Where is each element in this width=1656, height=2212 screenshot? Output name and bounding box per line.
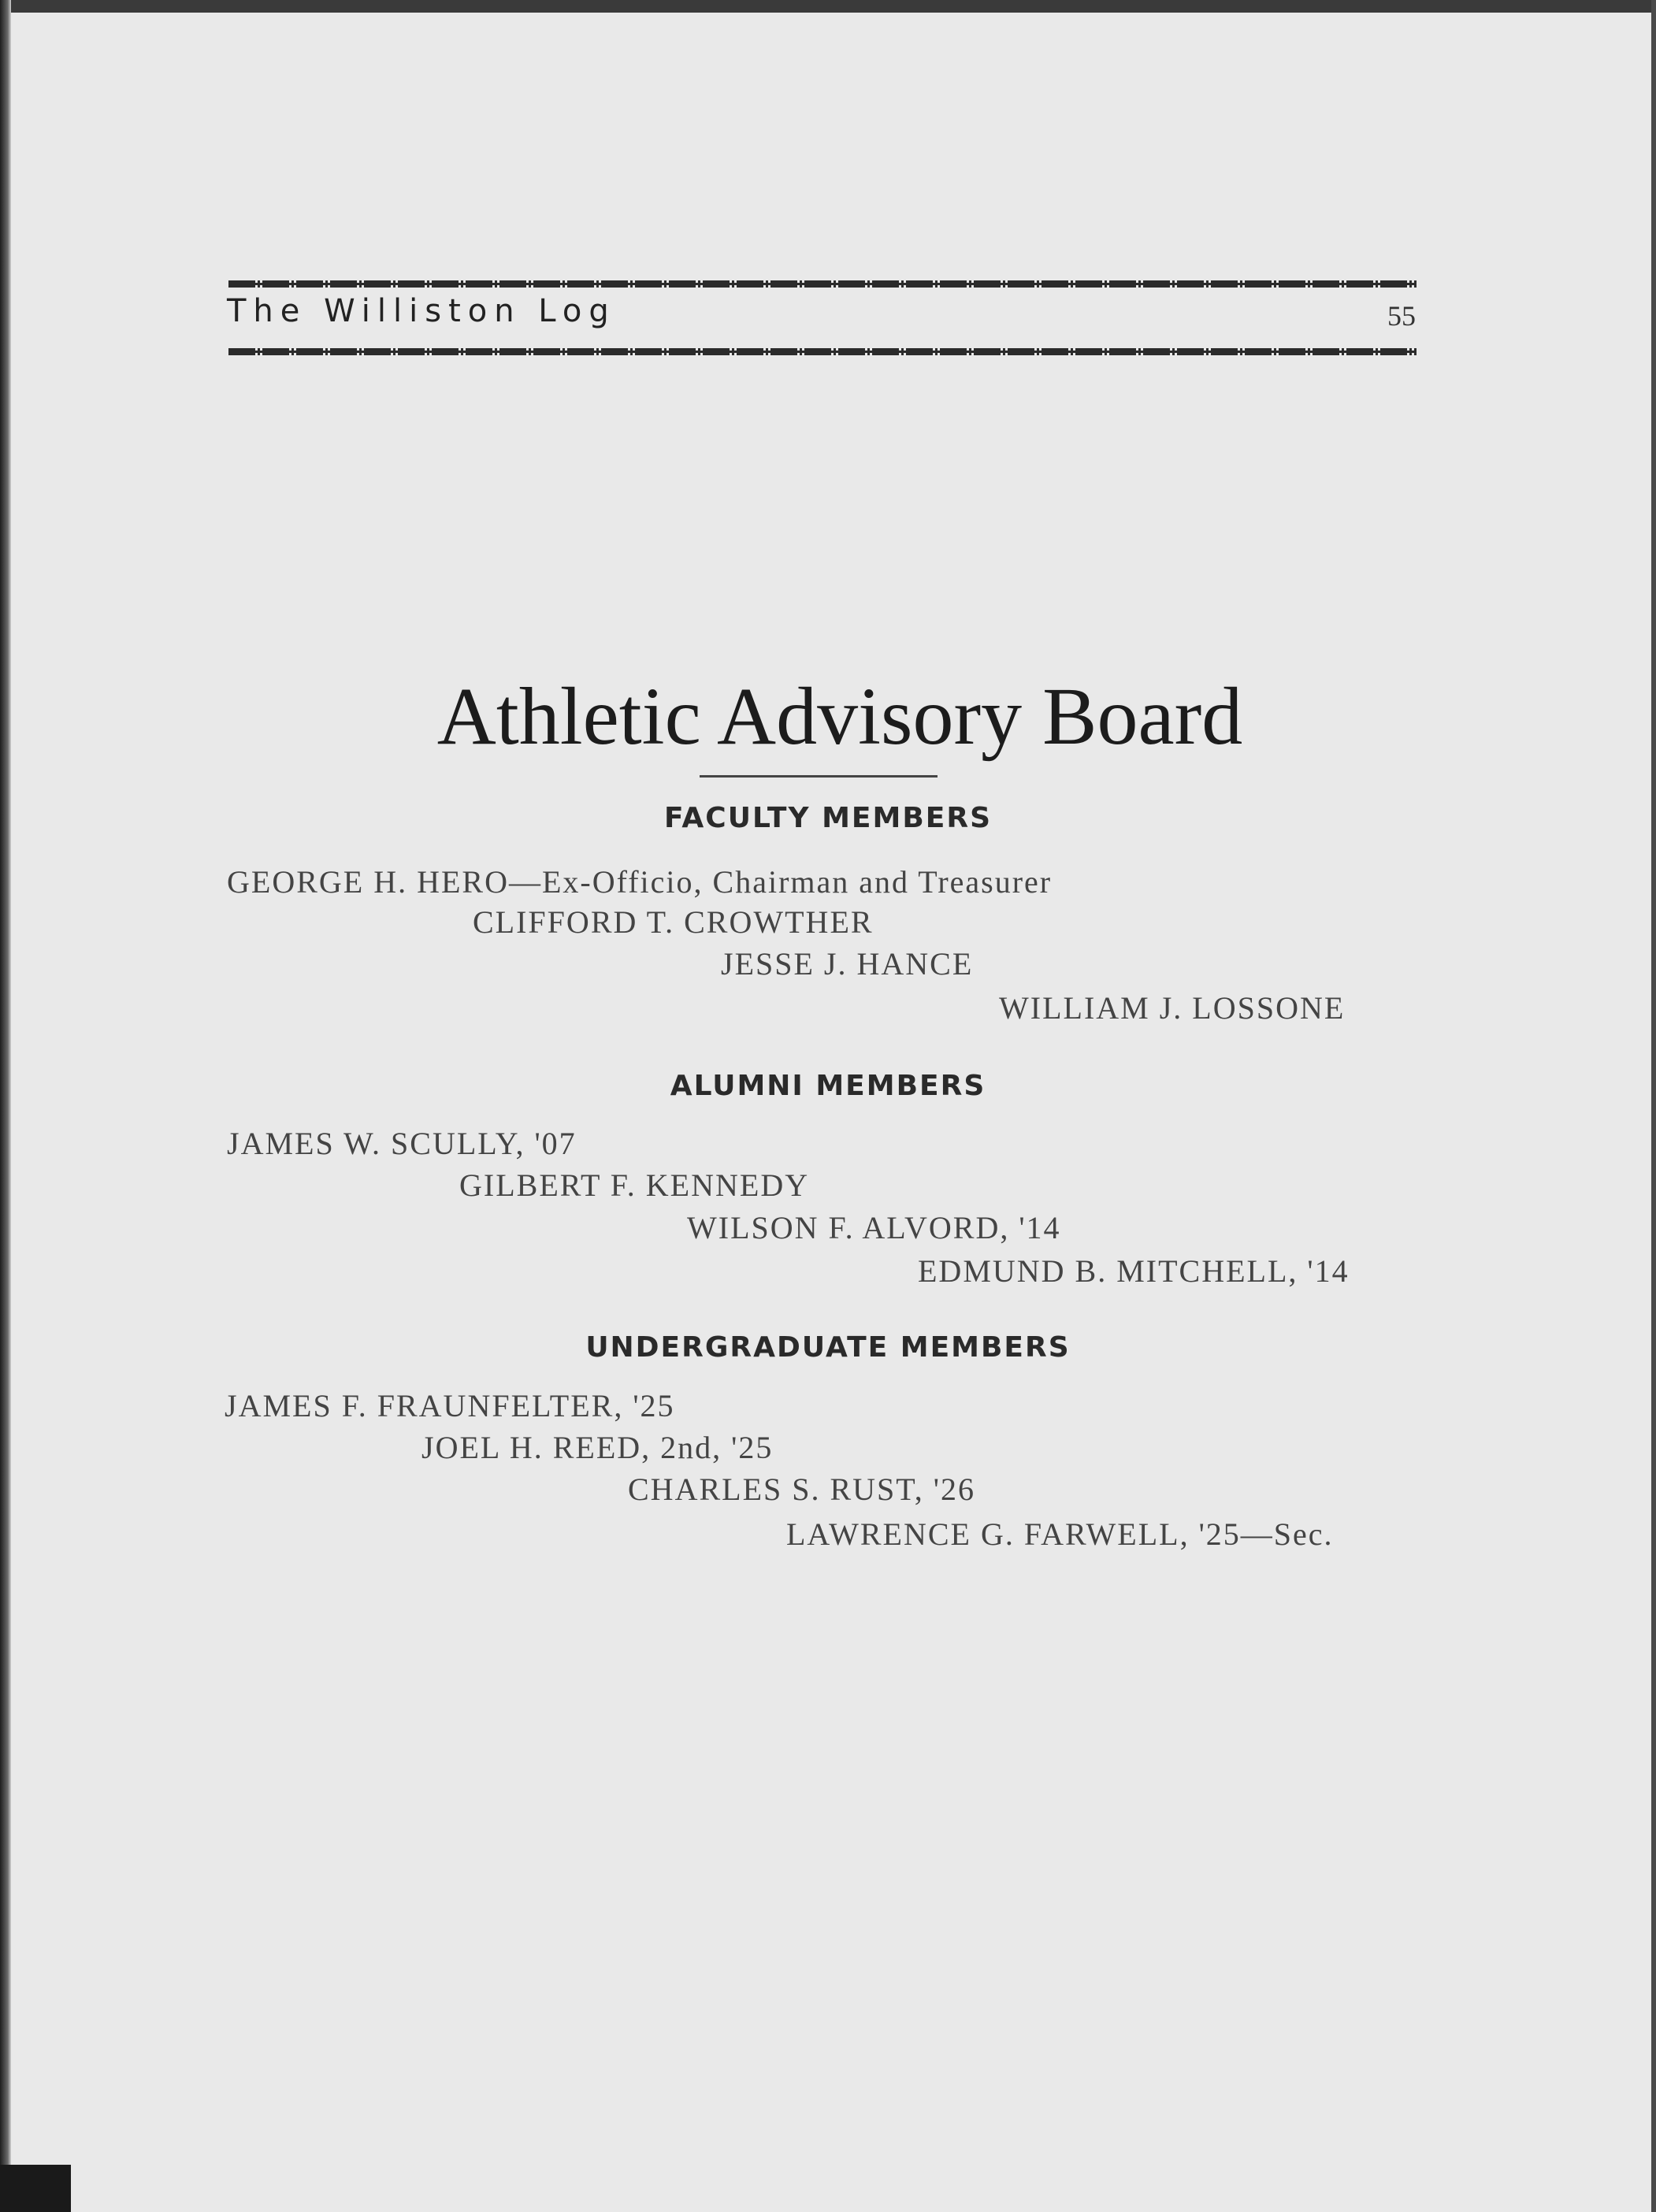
faculty-member: CLIFFORD T. CROWTHER <box>473 904 874 940</box>
alumni-heading: ALUMNI MEMBERS <box>670 1070 986 1102</box>
undergraduate-member: CHARLES S. RUST, '26 <box>628 1472 975 1507</box>
alumni-member: WILSON F. ALVORD, '14 <box>687 1210 1061 1245</box>
page-title: Athletic Advisory Board <box>436 671 1243 762</box>
scan-top-edge <box>0 0 1656 13</box>
alumni-member: EDMUND B. MITCHELL, '14 <box>918 1253 1350 1289</box>
undergraduate-member: JOEL H. REED, 2nd, '25 <box>421 1430 774 1465</box>
faculty-heading: FACULTY MEMBERS <box>663 802 993 834</box>
faculty-member: JESSE J. HANCE <box>721 946 974 982</box>
page-number: 55 <box>1387 300 1416 332</box>
faculty-member: WILLIAM J. LOSSONE <box>999 990 1346 1026</box>
undergraduate-heading: UNDERGRADUATE MEMBERS <box>585 1331 1071 1364</box>
scan-right-edge <box>1651 0 1656 2212</box>
alumni-member: JAMES W. SCULLY, '07 <box>227 1126 577 1161</box>
faculty-member: GEORGE H. HERO—Ex-Officio, Chairman and Treasurer <box>227 864 1053 900</box>
header-rule-top <box>228 280 1417 288</box>
title-underline <box>700 775 938 778</box>
header-rule-bottom <box>228 348 1417 355</box>
alumni-member: GILBERT F. KENNEDY <box>459 1167 810 1203</box>
running-title: The Williston Log <box>227 293 616 329</box>
scan-binding-edge <box>0 0 11 2212</box>
undergraduate-member: JAMES F. FRAUNFELTER, '25 <box>225 1388 675 1423</box>
undergraduate-member: LAWRENCE G. FARWELL, '25—Sec. <box>786 1516 1334 1552</box>
scan-corner <box>0 2165 71 2212</box>
